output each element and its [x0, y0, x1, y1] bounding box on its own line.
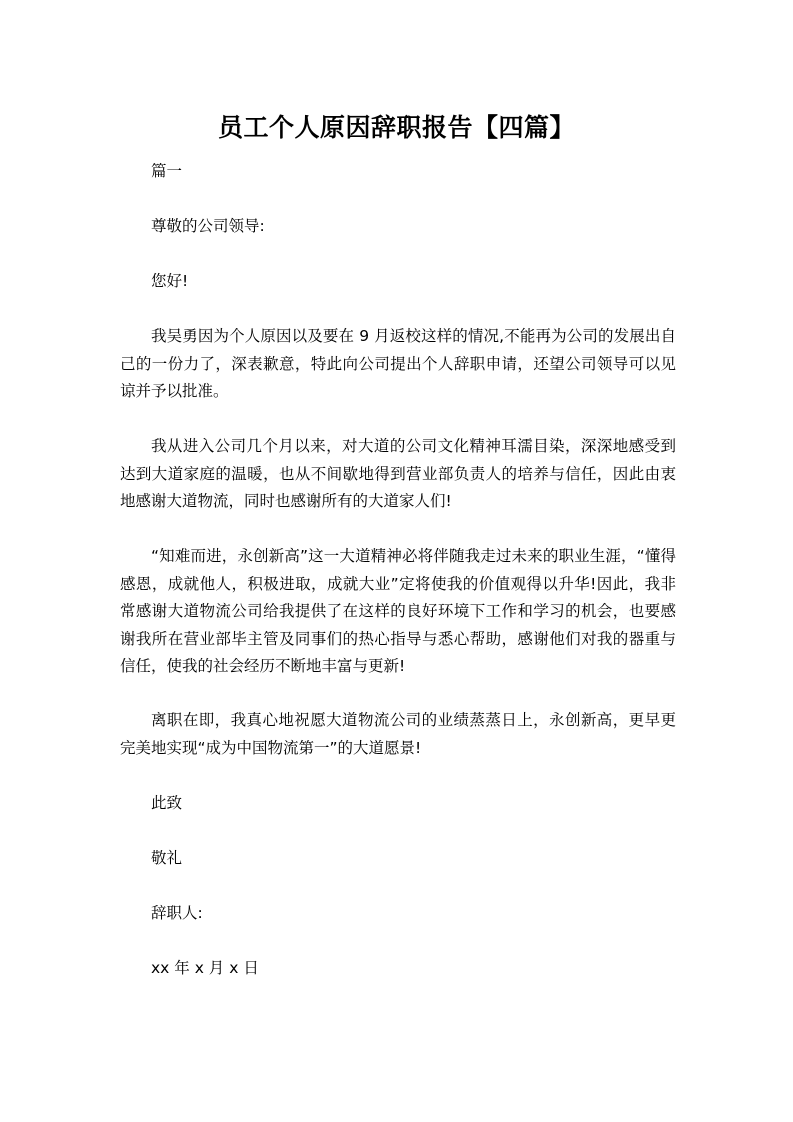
- signature-label: 辞职人:: [151, 904, 203, 922]
- document-title: 员工个人原因辞职报告【四篇】: [217, 113, 575, 142]
- salutation: 尊敬的公司领导:: [151, 217, 265, 235]
- paragraph-1: 我吴勇因为个人原因以及要在 9 月返校这样的情况,不能再为公司的发展出自己的一份力了，深表歉意，特此向公司提出个人辞职申请，还望公司领导可以见谅并予以批准。: [120, 327, 676, 400]
- paragraph-3: “知难而进，永创新高”这一大道精神必将伴随我走过未来的职业生涯，“懂得感恩，成就他人，积极进取，成就大业”定将使我的价值观得以升华!因此，我非常感谢大道物流公司给我提供了在这样的良好环境下工作和学习的机会，也要感谢我所在营业部毕主管及同事们的热心指导与悉心帮助，感谢他们对我的器重与信任，使我的社会经历不断地丰富与更新!: [120, 547, 676, 675]
- date-line: xx 年 x 月 x 日: [151, 959, 259, 977]
- paragraph-2: 我从进入公司几个月以来，对大道的公司文化精神耳濡目染，深深地感受到达到大道家庭的温暖，也从不间歇地得到营业部负责人的培养与信任，因此由衷地感谢大道物流，同时也感谢所有的大道家人们!: [120, 437, 676, 510]
- greeting: 您好!: [151, 272, 189, 290]
- section-label: 篇一: [151, 162, 183, 180]
- closing-line-2: 敬礼: [151, 849, 183, 867]
- closing-line-1: 此致: [151, 794, 183, 812]
- paragraph-4: 离职在即，我真心地祝愿大道物流公司的业绩蒸蒸日上，永创新高，更早更完美地实现“成为中国物流第一”的大道愿景!: [120, 711, 676, 757]
